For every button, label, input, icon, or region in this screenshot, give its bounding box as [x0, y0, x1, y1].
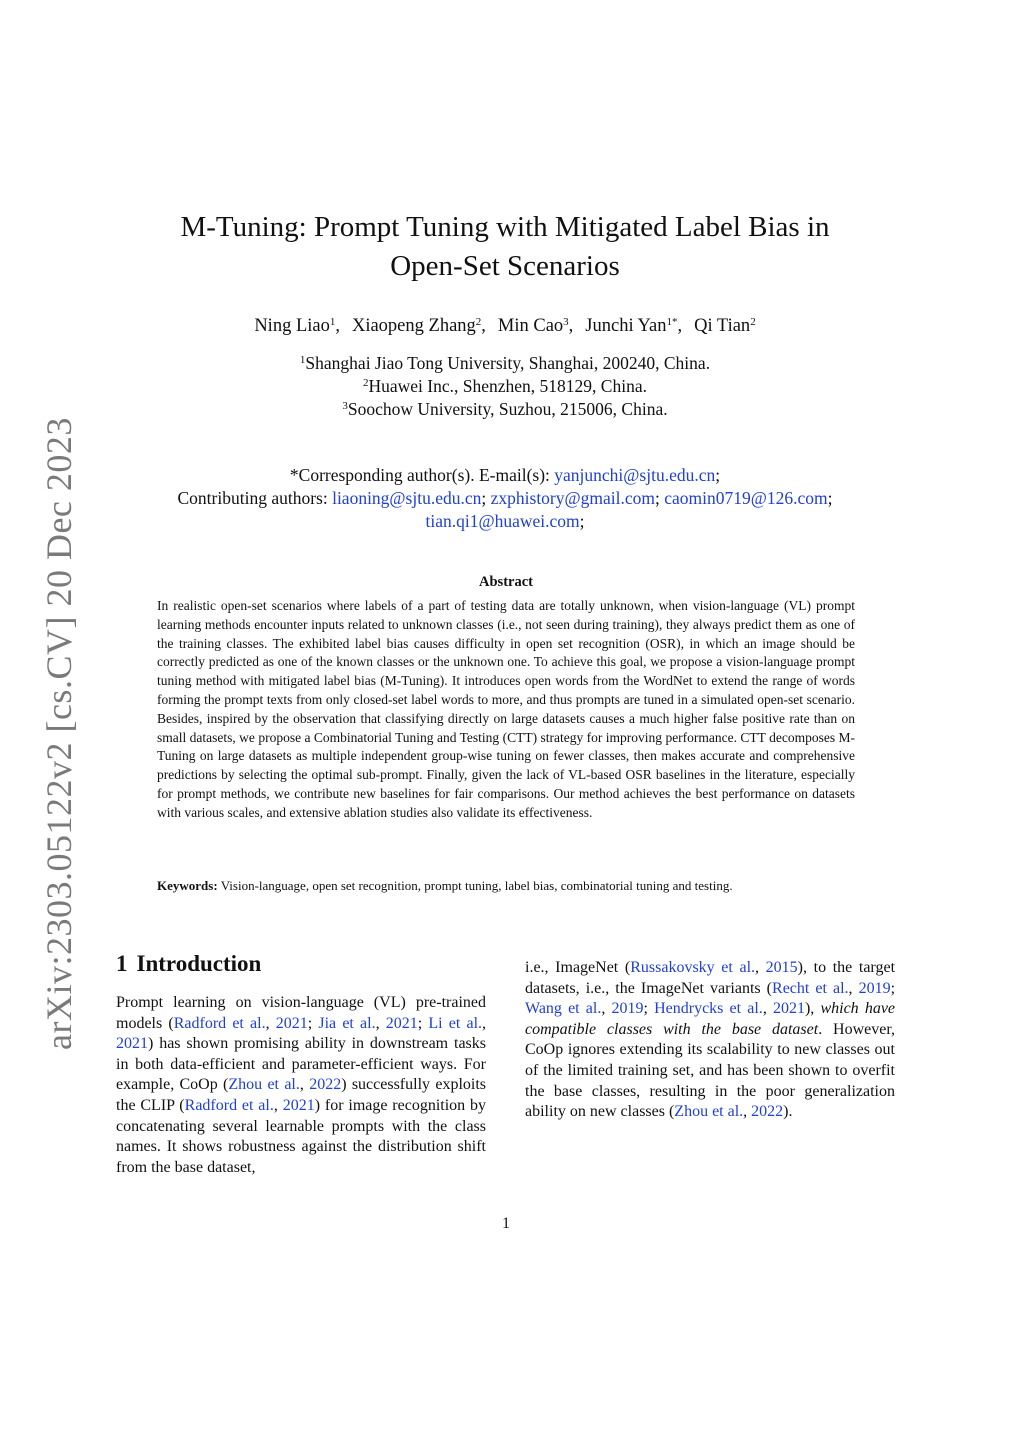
page-number: 1	[502, 1215, 510, 1232]
citation-link[interactable]: Recht et al.	[772, 979, 849, 997]
body-text: ,	[265, 1014, 276, 1032]
affiliation-mark: 3	[342, 400, 348, 412]
citation-link[interactable]: Radford et al.	[184, 1096, 274, 1114]
body-text: i.e., ImageNet (	[525, 959, 631, 976]
abstract-text: In realistic open-set scenarios where labels of a part of testing data are totally unknown, when vision-language (VL) prompt learning methods encounter inputs related to unknown classes (i.e., not seen during training), they always predict them as one of the training classes. The exhibited label bias causes difficulty in open set recognition (OSR), in which an image should be correctly predicted as one of the known classes or the unknown one. To achieve this goal, we propose a vision-language prompt tuning method with mitigated label bias (M-Tuning). It introduces open words from the WordNet to extend the range of words forming the prompt texts from only closed-set label words to more, and thus prompts are tuned in a simulated open-set scenario. Besides, inspired by the observation that classifying directly on large datasets causes a much higher false positive rate than on small datasets, we propose a Combinatorial Tuning and Testing (CTT) strategy for improving performance. CTT decomposes M-Tuning on large datasets as multiple independent group-wise tuning on fewer classes, then makes accurate and comprehensive predictions by selecting the optimal sub-prompt. Finally, given the lack of VL-based OSR baselines in the literature, especially for prompt methods, we contribute new baselines for fair comparisons. Our method achieves the best performance on datasets with various scales, and extensive ablation studies also validate its effectiveness.	[157, 598, 855, 820]
affiliation	[200, 375, 810, 398]
citation-link[interactable]: 2015	[765, 959, 798, 976]
corresponding-email-link[interactable]: yanjunchi@sjtu.edu.cn	[554, 465, 716, 485]
corresponding-label: *Corresponding author(s). E-mail(s):	[289, 465, 550, 485]
citation-link[interactable]: 2022	[309, 1076, 342, 1094]
abstract-heading: Abstract	[479, 574, 533, 590]
body-text: ,	[755, 959, 766, 976]
body-text: Prompt learning on vision-language (VL) pre-trained models (	[116, 994, 486, 1032]
emphasis-text: which have compatible classes with the base dataset	[525, 1000, 896, 1038]
affiliation-text: Soochow University, Suzhou, 215006, China.	[347, 399, 668, 419]
citation-link[interactable]: 2021	[772, 1000, 805, 1018]
body-text: ,	[743, 1103, 752, 1121]
author-name: Qi Tian$^2$	[694, 316, 756, 336]
citation-link[interactable]: Hendrycks et al.	[654, 1000, 763, 1018]
body-text: ) for image recognition by concatenating several learnable prompts with the class names. It shows robustness against the distribution shift from the base dataset,	[116, 1096, 487, 1176]
body-text: ,	[273, 1096, 283, 1114]
author-affiliation-mark: 1	[329, 316, 336, 328]
author-affiliation-mark: 1*	[666, 316, 678, 328]
intro-left-column	[116, 993, 486, 1178]
keywords-line	[157, 878, 855, 894]
paper-title: M-Tuning: Prompt Tuning with Mitigated Label Bias in Open-Set Scenarios	[180, 211, 830, 282]
contributing-email-link[interactable]: liaoning@sjtu.edu.cn	[332, 488, 482, 508]
body-text: ;	[643, 1000, 655, 1018]
body-text: ),	[804, 1000, 821, 1018]
corresponding-suffix: ;	[715, 465, 721, 485]
citation-link[interactable]: 2021	[275, 1014, 308, 1032]
author-affiliation-mark: 3	[563, 316, 569, 328]
citation-link[interactable]: Radford et al.	[173, 1014, 266, 1032]
affiliation	[200, 352, 810, 375]
citation-link[interactable]: Wang et al.	[525, 1000, 602, 1018]
body-text: ,	[848, 979, 859, 997]
contributing-authors-line: Contributing authors: liaoning@sjtu.edu.cn; zxphistory@gmail.com; caomin0719@126.com; tian.qi1@huawei.com;	[177, 488, 833, 531]
author-name: Xiaopeng Zhang$^2$,	[351, 316, 486, 336]
affiliation-list	[200, 352, 810, 421]
author-name: Min Cao$^3$,	[497, 316, 574, 336]
corresponding-author-line	[110, 464, 900, 487]
body-text: ;	[307, 1014, 319, 1032]
body-text: ) successfully exploits the CLIP (	[116, 1076, 487, 1114]
affiliation-text: Huawei Inc., Shenzhen, 518129, China.	[368, 376, 647, 396]
body-text: ), to the target datasets, i.e., the ImageNet variants (	[525, 959, 896, 997]
intro-right-column	[525, 958, 895, 1123]
section-number: 1	[116, 951, 128, 976]
citation-link[interactable]: 2021	[116, 1035, 148, 1053]
citation-link[interactable]: Jia et al.	[318, 1014, 376, 1032]
citation-link[interactable]: 2021	[385, 1014, 418, 1032]
contributing-email-link[interactable]: tian.qi1@huawei.com	[425, 511, 580, 531]
arxiv-identifier-stamp: arXiv:2303.05122v2 [cs.CV] 20 Dec 2023	[39, 417, 79, 1050]
body-text: ) has shown promising ability in downstream tasks in both data-efficient and parameter-efficient ways. For example, CoOp (	[116, 1035, 486, 1094]
section-heading-introduction	[116, 951, 261, 977]
body-text: ;	[890, 979, 896, 997]
contributing-label: Contributing authors:	[177, 488, 328, 508]
affiliation-mark: 1	[299, 354, 306, 366]
author-affiliation-mark: 2	[750, 316, 756, 328]
citation-link[interactable]: Zhou et al.	[228, 1076, 300, 1094]
body-text: ,	[601, 1000, 612, 1018]
keywords-text: Vision-language, open set recognition, prompt tuning, label bias, combinatorial tuning and testing.	[220, 878, 733, 893]
body-text: . However, CoOp ignores extending its scalability to new classes out of the limited training set, and has been shown to overfit the base classes, resulting in the poor generalization ability on new classes (	[525, 1020, 896, 1121]
body-text: ).	[783, 1103, 793, 1121]
body-text: ,	[299, 1076, 310, 1094]
author-name: Junchi Yan$^{1*}$,	[585, 316, 683, 336]
section-title: Introduction	[136, 951, 262, 976]
contributing-email-link[interactable]: zxphistory@gmail.com	[490, 488, 655, 508]
citation-link[interactable]: 2022	[751, 1103, 784, 1121]
author-name: Ning Liao$^1$,	[254, 316, 340, 336]
contributing-email-link[interactable]: caomin0719@126.com	[664, 488, 828, 508]
citation-link[interactable]: Russakovsky et al.	[630, 959, 756, 976]
body-text: ,	[375, 1014, 386, 1032]
citation-link[interactable]: Li et al.	[428, 1014, 483, 1032]
citation-link[interactable]: 2019	[611, 1000, 644, 1018]
body-text: ,	[762, 1000, 773, 1018]
citation-link[interactable]: 2021	[282, 1096, 315, 1114]
body-text: ,	[482, 1014, 487, 1032]
citation-link[interactable]: 2019	[858, 979, 891, 997]
author-list	[130, 316, 880, 337]
keywords-label: Keywords:	[157, 878, 218, 893]
citation-link[interactable]: Zhou et al.	[674, 1103, 744, 1121]
affiliation-text: Shanghai Jiao Tong University, Shanghai, 200240, China.	[305, 353, 711, 373]
contact-block	[110, 464, 900, 533]
author-affiliation-mark: 2	[475, 316, 482, 328]
body-text: ;	[417, 1014, 429, 1032]
affiliation-mark: 2	[363, 377, 369, 389]
affiliation	[200, 398, 810, 421]
